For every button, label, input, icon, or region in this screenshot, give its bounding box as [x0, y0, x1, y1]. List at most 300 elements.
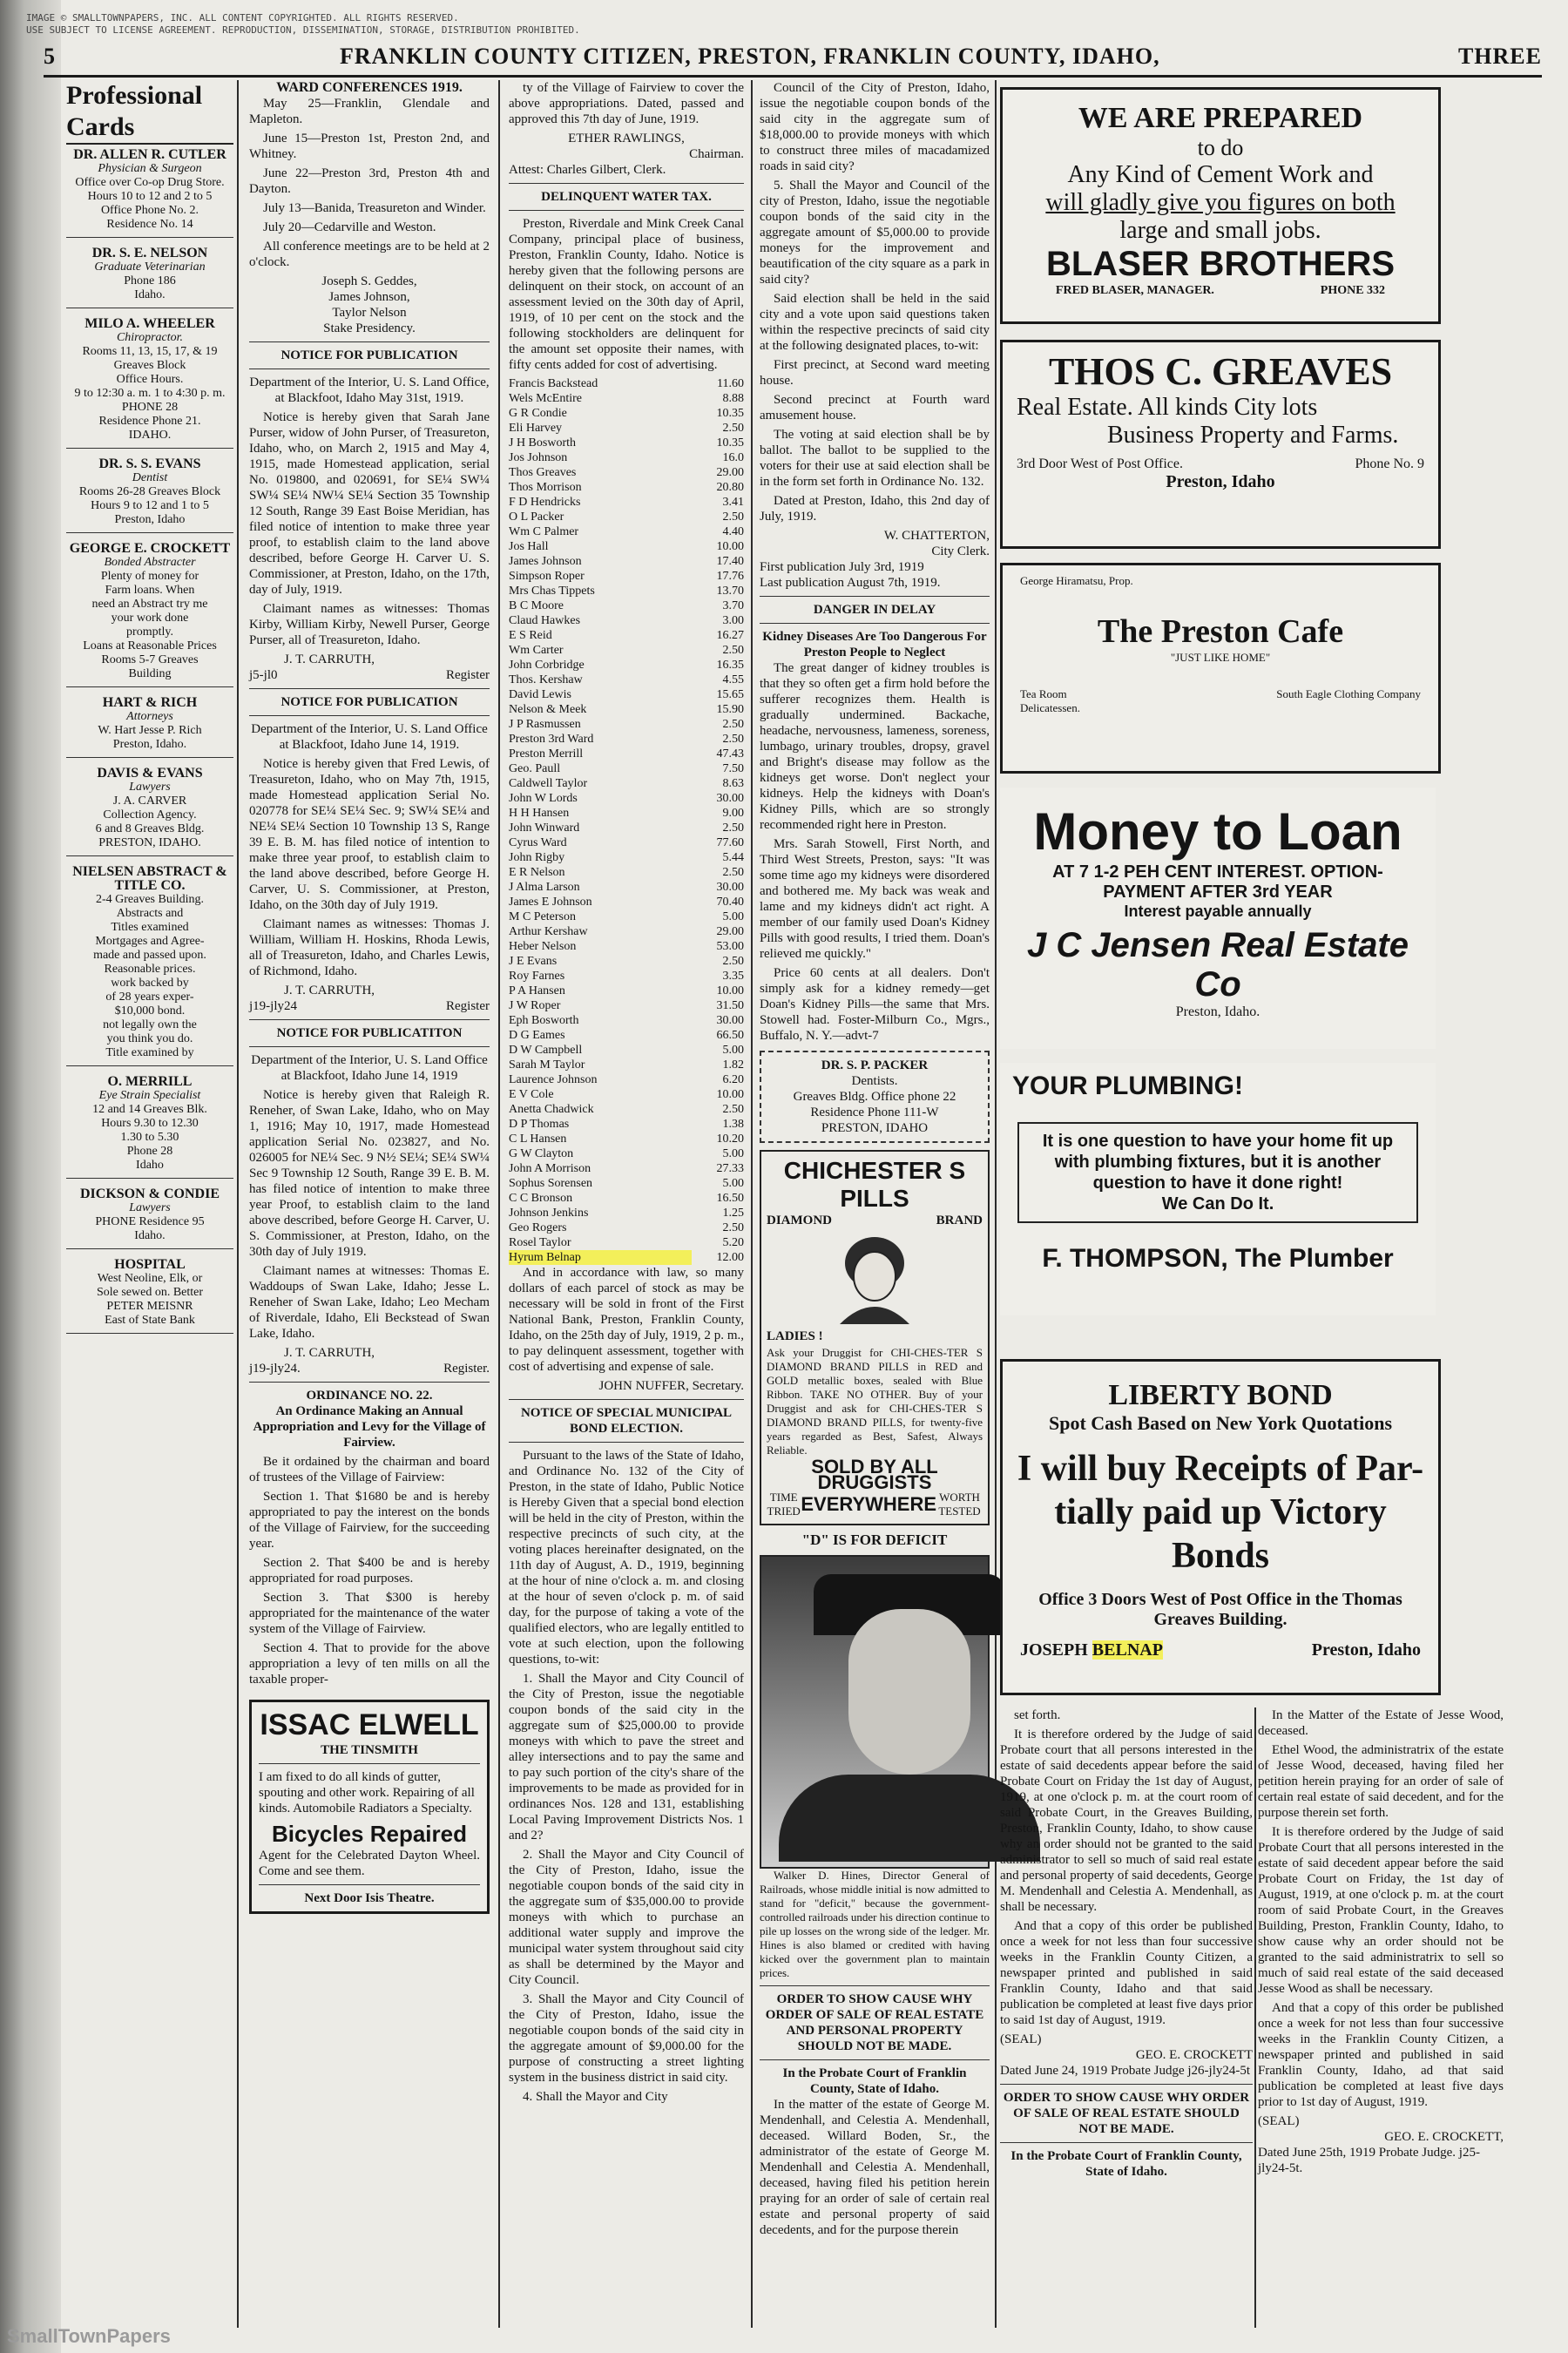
ward-signatures: [249, 274, 490, 336]
chichester-body: Ask your Druggist for CHI-CHES-TER S DIAMOND BRAND PILLS in RED and GOLD metallic boxes, sealed with Blue Ribbon. TAKE NO OTHER. Buy of your Druggist and ask for CHI-CHES-TER S DIAMOND BRAND PILLS, for twenty-five years regarded as Best, Safest, Always Reliable.: [767, 1346, 983, 1457]
ward-signature: Taylor Nelson: [332, 306, 407, 320]
danger-body-paragraph: Price 60 cents at all dealers. Don't simply ask for a kidney remedy—get Doan's Kidney Pills—the same that Mrs. Stowell had. Foster-Milburn Co., Mgrs., Buffalo, N. Y.—advt-7: [760, 966, 990, 1043]
card-line: Plenty of money for: [100, 570, 199, 583]
greaves-line-2: Business Property and Farms.: [1107, 422, 1399, 449]
column-rule: [237, 80, 239, 2328]
ledger-amount: 30.00: [716, 1014, 744, 1027]
liberty-office-2: Greaves Building.: [1153, 1610, 1288, 1629]
ledger-amount: 17.40: [716, 555, 744, 568]
ledger-name: G W Clayton: [509, 1147, 574, 1160]
notice-1-date-code: j5-jl0: [249, 668, 278, 682]
liberty-name-last: BELNAP: [1092, 1640, 1163, 1660]
ledger-row: [509, 939, 744, 954]
ledger-name: Caldwell Taylor: [509, 777, 588, 790]
ord-body-paragraph: Section 3. That $300 is hereby appropriated for the maintenance of the water system of the Village of Fairview.: [249, 1591, 490, 1636]
card-line: Sole sewed on. Better: [96, 1286, 204, 1299]
chichester-everywhere: EVERYWHERE: [801, 1493, 937, 1515]
order-to-show-cause-title: ORDER TO SHOW CAUSE WHY ORDER OF SALE OF REAL ESTATE AND PERSONAL PROPERTY SHOULD NOT BE MADE.: [765, 1992, 984, 2053]
ledger-amount: 13.70: [716, 585, 744, 598]
ledger-amount: 10.20: [716, 1133, 744, 1146]
ledger-amount: 6.20: [722, 1073, 744, 1086]
water-tax-title: DELINQUENT WATER TAX.: [541, 190, 712, 204]
ward-conferences-title: WARD CONFERENCES 1919.: [276, 80, 463, 95]
card-subtitle: Eye Strain Specialist: [98, 1089, 201, 1102]
card-name: NIELSEN ABSTRACT & TITLE CO.: [72, 864, 227, 893]
ledger-row: [509, 984, 744, 998]
ledger-row: [509, 643, 744, 658]
blaser-phone: PHONE 332: [1320, 284, 1386, 297]
chichester-ad: [760, 1150, 990, 1525]
ward-signature: Joseph S. Geddes,: [321, 274, 417, 288]
deficit-caption: Walker D. Hines, Director General of Railroads, whose middle initial is now admitted to stand for "deficit," because the government-controlled railroads under his direction continue to pile up losses on the wrong side of the ledger. Mr. Hines is also blamed or credited with having kicked over the government plan to maintain prices.: [760, 1869, 990, 1979]
ord-body-paragraph: Section 2. That $400 be and is hereby appropriated for road purposes.: [249, 1556, 490, 1586]
ledger-amount: 2.50: [722, 822, 744, 835]
ledger-name: Johnson Jenkins: [509, 1207, 589, 1220]
probate-dated: Dated June 24, 1919 Probate Judge j26-jly24-5t: [1000, 2064, 1251, 2078]
c4-top-paragraph: The voting at said election shall be by ballot. The ballot to be supplied to the voters for their use at said election shall be in the form set forth in Ordinance No. 132.: [760, 428, 990, 489]
column-rule: [1254, 1707, 1256, 2328]
card-name: DR. ALLEN R. CUTLER: [73, 147, 226, 162]
ledger-row: [509, 732, 744, 747]
card-line: Preston, Idaho.: [112, 738, 187, 751]
packer-line: DR. S. P. PACKER: [821, 1058, 929, 1072]
card-name: O. MERRILL: [107, 1074, 193, 1089]
card-line: Loans at Reasonable Prices: [83, 639, 217, 652]
chichester-brand: BRAND: [936, 1214, 983, 1227]
professional-card: [66, 457, 233, 533]
card-line: IDAHO.: [128, 429, 172, 442]
cafe-tea-room: Tea Room: [1020, 687, 1067, 700]
c4-top-paragraph: 5. Shall the Mayor and Council of the city of Preston, Idaho, issue the negotiable coupon bonds of the said city in the aggregate amount of $5,000.00 to provide moneys for the improvement and beautification of the city square as a park in said city?: [760, 179, 990, 287]
copyright-watermark: [26, 12, 580, 37]
ledger-name: Wm C Palmer: [509, 525, 579, 538]
ledger-amount: 8.88: [722, 392, 744, 405]
blaser-to-do: to do: [1197, 135, 1244, 160]
ledger-name: M C Peterson: [509, 910, 576, 923]
card-line: 1.30 to 5.30: [120, 1131, 179, 1144]
ledger-row: [509, 465, 744, 480]
ledger-amount: 5.00: [722, 1177, 744, 1190]
ledger-row: [509, 673, 744, 687]
card-line: Rooms 11, 13, 15, 17, & 19: [82, 345, 218, 358]
ordinance-continued: ty of the Village of Fairview to cover the above appropriations. Dated, passed and approved this 7th day of June, 1919.: [509, 81, 744, 126]
ledger-row: [509, 880, 744, 895]
cafe-name: The Preston Cafe: [1097, 613, 1344, 650]
ledger-amount: 5.00: [722, 1147, 744, 1160]
c6-body-paragraph: In the Matter of the Estate of Jesse Wood, deceased.: [1258, 1708, 1504, 1738]
card-line: Rooms 26-28 Greaves Block: [78, 485, 221, 498]
ledger-name: Simpson Roper: [509, 570, 585, 583]
ledger-row: [509, 687, 744, 702]
ledger-row: [509, 895, 744, 909]
notices-column-3: [509, 80, 744, 2108]
ledger-name: Nelson & Meek: [509, 703, 587, 716]
ledger-row: [509, 406, 744, 421]
plumbing-ad: [1000, 1063, 1436, 1315]
professional-card: [66, 767, 233, 856]
notice-1-signature: J. T. CARRUTH,: [284, 652, 375, 666]
card-line: Idaho.: [134, 288, 166, 301]
water-tax-secretary: JOHN NUFFER, Secretary.: [598, 1379, 744, 1393]
ledger-row: [509, 806, 744, 821]
jensen-city: Preston, Idaho.: [1175, 1004, 1260, 1019]
card-subtitle: Physician & Surgeon: [98, 162, 202, 175]
ledger-amount: 70.40: [716, 896, 744, 909]
page-number-left: 5: [44, 44, 56, 69]
deficit-title: "D" IS FOR DEFICIT: [801, 1531, 948, 1548]
danger-body-paragraph: The great danger of kidney troubles is that they so often get a firm hold before the sufferer recognizes them. Health is gradually undermined. Backache, headache, nervousness, lameness, soreness, lumbago, urinary troubles, dropsy, gravel and Bright's disease may follow as the kidneys get worse. Don't neglect your kidneys. Help the kidneys with Doan's Kidney Pills, which are so strongly recommended right here in Preston.: [760, 661, 990, 832]
chichester-ladies: LADIES !: [767, 1329, 823, 1343]
card-line: Residence No. 14: [106, 218, 193, 231]
notice-2-title: NOTICE FOR PUBLICATION: [280, 695, 458, 709]
ledger-row: [509, 998, 744, 1013]
watermark-line-2: USE SUBJECT TO LICENSE AGREEMENT. REPRODUCTION, DISSEMINATION, STORAGE, DISTRIBUTION PROHIBITED.: [26, 24, 580, 36]
ledger-row: [509, 421, 744, 436]
card-name: DR. S. E. NELSON: [91, 246, 208, 260]
ledger-row: [509, 1043, 744, 1058]
card-line: Title examined by: [105, 1046, 194, 1059]
jensen-title: Money to Loan: [1033, 802, 1402, 861]
ord-body-paragraph: Be it ordained by the chairman and board of trustees of the Village of Fairview:: [249, 1455, 490, 1484]
ledger-row: [509, 1206, 744, 1220]
ledger-amount: 2.50: [722, 1221, 744, 1234]
blaser-line-4: will gladly give you figures on both: [1045, 189, 1396, 216]
ledger-amount: 3.35: [722, 970, 744, 983]
ledger-amount: 10.00: [716, 984, 744, 997]
notice-2-witnesses: Claimant names as witnesses: Thomas J. William, William H. Hoskins, Rhoda Lewis, all of Treasureton, Idaho, and Charles Lewis, of Richmond, Idaho.: [249, 917, 490, 978]
ledger-amount: 3.70: [722, 599, 744, 612]
ledger-amount: 31.50: [716, 999, 744, 1012]
notice-2-date-code: j19-jly24: [249, 999, 297, 1013]
ordinance-title: ORDINANCE NO. 22.: [306, 1389, 433, 1403]
card-line: 6 and 8 Greaves Bldg.: [95, 822, 205, 835]
ledger-row: [509, 613, 744, 628]
water-tax-body: Preston, Riverdale and Mink Creek Canal Company, principal place of business, Preston, Franklin County, Idaho. Notice is hereby given that the following persons are delinquent on their stock, on account of an assessment levied on the 30th day of April, 1919, of 10 per cent on the stock and the following stockholders are delinquent for the amount set opposite their names, with fifty cents added for cost of advertising.: [509, 217, 744, 372]
ledger-name: Cyrus Ward: [509, 836, 567, 849]
professional-cards-list: [66, 148, 233, 1334]
ward-lines-paragraph: July 13—Banida, Treasureton and Winder.: [263, 201, 486, 215]
ledger-row: [509, 1117, 744, 1132]
ordinance-chairman: ETHER RAWLINGS,: [568, 132, 685, 145]
plumbing-body-1: It is one question to have your home fit up: [1042, 1132, 1394, 1151]
professional-card: [66, 542, 233, 687]
ord-body-paragraph: Section 1. That $1680 be and is hereby appropriated to pay the interest on the bonds of the Village of Fairview, for the succeeding year.: [249, 1490, 490, 1551]
card-line: Greaves Block: [113, 359, 186, 372]
hines-photo: [760, 1555, 990, 1869]
greaves-phone: Phone No. 9: [1355, 456, 1424, 471]
professional-card: [66, 317, 233, 449]
ledger-amount: 15.90: [716, 703, 744, 716]
ledger-amount: 30.00: [716, 792, 744, 805]
ledger-amount: 1.25: [722, 1207, 744, 1220]
ledger-amount: 2.50: [722, 510, 744, 524]
ledger-name: Sophus Sorensen: [509, 1177, 593, 1190]
ledger-name: Roy Farnes: [509, 970, 565, 983]
elwell-subtitle: THE TINSMITH: [321, 1743, 418, 1757]
danger-subtitle: Kidney Diseases Are Too Dangerous For Preston People to Neglect: [762, 630, 987, 659]
notices-column-4: [760, 80, 990, 2241]
lady-portrait-icon: [822, 1228, 927, 1324]
notice-3-date-code: j19-jly24.: [249, 1362, 301, 1376]
probate-seal: (SEAL): [1000, 2032, 1042, 2046]
ledger-row: [509, 1087, 744, 1102]
card-line: PHONE Residence 95: [95, 1215, 205, 1228]
ledger-amount: 2.50: [722, 733, 744, 746]
liberty-bond-ad: [1000, 1359, 1441, 1695]
ledger-amount: 2.50: [722, 866, 744, 879]
c5-body-paragraph: And that a copy of this order be published once a week for not less than four successive weeks in the Franklin County Citizen, a newspaper printed and published in said Franklin County, Idaho and that said publication be completed at least five days prior to said 1st day of August, 1919.: [1000, 1919, 1253, 2027]
notice-3-body: Notice is hereby given that Raleigh R. Reneher, of Swan Lake, Idaho, who on May 1, 1916; May 10, 1917, made Homestead application Serial No. 023827, and No. 026005 for NE¼ Sec. 9 N½ SE¼; SE¼ SW¼ Sec 9 Township 12 South, Range 39 E. B. M. has filed notice of intention to make three year Proof, to establish claim to the land above described, before George H. Carver, U. S. Commissioner, at Preston, Idaho, on the 30th day of July 1919.: [249, 1088, 490, 1259]
card-name: MILO A. WHEELER: [84, 316, 215, 331]
ledger-row: [509, 539, 744, 554]
ledger-name: E R Nelson: [509, 866, 565, 879]
card-line: Farm loans. When: [105, 584, 195, 597]
ledger-amount: 8.63: [722, 777, 744, 790]
ledger-row: [509, 969, 744, 984]
probate-column-6: [1258, 1707, 1504, 2176]
ledger-name: F D Hendricks: [509, 496, 581, 509]
order-body: In the matter of the estate of George M. Mendenhall, and Celestia A. Mendenhall, deceased. Willard Boden, Sr., the administrator of the estate of George M. Mendenhall and Celestia A. Mendenhall, deceased, having filed his petition herein praying for an order of sale of certain real estate and personal property of said decedents, and for the purpose therein: [760, 2098, 990, 2237]
liberty-subtitle: Spot Cash Based on New York Quotations: [1048, 1412, 1393, 1434]
blaser-line-5: large and small jobs.: [1119, 217, 1321, 244]
card-line: Residence Phone 21.: [98, 415, 201, 428]
card-subtitle: Bonded Abstracter: [104, 556, 196, 569]
packer-line: Dentists.: [851, 1074, 898, 1088]
greaves-line-1: Real Estate. All kinds City lots: [1017, 394, 1318, 421]
card-line: Rooms 5-7 Greaves: [101, 653, 199, 666]
notice-1-register: Register: [446, 668, 490, 682]
water-tax-tail: And in accordance with law, so many dollars of each parcel of stock as may be necessary will be sold in front of the First National Bank, Preston, Franklin County, Idaho, on the 25th day of July, 1919, 2 p. m., to pay delinquent assessment, together with cost of advertising and expense of sale.: [509, 1266, 744, 1374]
bond-body-paragraph: 4. Shall the Mayor and City: [523, 2090, 668, 2104]
ledger-row: [509, 850, 744, 865]
plumbing-body-3: question to have it done right!: [1092, 1173, 1343, 1193]
elwell-agent: Agent for the Celebrated Dayton Wheel. Come and see them.: [259, 1849, 480, 1878]
jensen-loan-ad: [1000, 788, 1436, 1049]
liberty-office-1: Office 3 Doors West of Post Office in the Thomas: [1038, 1590, 1402, 1609]
card-line: Phone 186: [124, 274, 176, 287]
ledger-amount: 5.20: [722, 1236, 744, 1249]
probate-2-judge-signature: GEO. E. CROCKETT,: [1384, 2130, 1504, 2144]
ward-signature: Stake Presidency.: [323, 321, 416, 335]
notice-3-witnesses: Claimant names at witnesses: Thomas E. Waddoups of Swan Lake, Idaho; Jesse L. Reneher of Swan Lake, Idaho; Leo Mecham of Riverdale, Idaho, Eli Beckstead of Swan Lake, Idaho.: [249, 1264, 490, 1341]
ledger-row: [509, 1028, 744, 1043]
ledger-name: Geo Rogers: [509, 1221, 567, 1234]
order-2-court: In the Probate Court of Franklin County, State of Idaho.: [1010, 2149, 1242, 2179]
greaves-city: Preston, Idaho: [1166, 472, 1275, 491]
ledger-row: [509, 628, 744, 643]
card-line: Hours 9.30 to 12.30: [101, 1117, 199, 1130]
chichester-title: CHICHESTER S PILLS: [783, 1157, 966, 1212]
card-line: Mortgages and Agree-: [95, 935, 205, 948]
liberty-city: Preston, Idaho: [1311, 1640, 1421, 1660]
ledger-row: [509, 909, 744, 924]
elwell-name: ISSAC ELWELL: [260, 1708, 479, 1741]
card-line: PRESTON, IDAHO.: [98, 836, 201, 849]
notice-1-body: Notice is hereby given that Sarah Jane Purser, widow of John Purser, of Treasureton, Idaho, who, on March 2, 1915 and May 4, 1915, made Homestead application, serial No. 019800, and 020691, for SE¼ SW¼ SW¼ SE¼ NW¼ SE¼ Section 35 Township 12 South, Range 39 East Boise Meridian, has filed notice of intention to make three year proof, to establish claim to the land above described, before George H. Carver U. S. Commissioner, at Preston, Idaho, on the 17th, day of July, 1919.: [249, 410, 490, 597]
ward-lines-paragraph: May 25—Franklin, Glendale and Mapleton.: [249, 97, 490, 126]
ledger-name: Jos Johnson: [509, 451, 568, 464]
ledger-name: John A Morrison: [509, 1162, 591, 1175]
ledger-name: John Winward: [509, 822, 580, 835]
greaves-ad: [1000, 340, 1441, 549]
danger-in-delay-title: DANGER IN DELAY: [813, 603, 936, 617]
card-subtitle: Lawyers: [129, 781, 171, 794]
footer-watermark: SmallTownPapers: [7, 2325, 171, 2347]
card-subtitle: Lawyers: [129, 1201, 171, 1214]
ledger-row: [509, 569, 744, 584]
blaser-headline: WE ARE PREPARED: [1078, 102, 1363, 134]
ledger-name: Rosel Taylor: [509, 1236, 571, 1249]
ledger-amount: 20.80: [716, 481, 744, 494]
liberty-title: LIBERTY BOND: [1108, 1379, 1333, 1411]
ledger-amount: 47.43: [716, 747, 744, 761]
ledger-row: [509, 376, 744, 391]
c6-body-paragraph: And that a copy of this order be published once a week for not less than four successive weeks in the Franklin County Citizen, a newspaper printed and published in said Franklin County, Idaho, ad that said publication be completed at least five days prior to 1st day of August, 1919.: [1258, 2001, 1504, 2109]
ledger-amount: 29.00: [716, 925, 744, 938]
card-line: Hours 10 to 12 and 2 to 5: [87, 190, 213, 203]
ordinance-attest: Attest: Charles Gilbert, Clerk.: [509, 163, 666, 177]
ledger-name: Anetta Chadwick: [509, 1103, 594, 1116]
ledger-name: J P Rasmussen: [509, 718, 581, 731]
ledger-row: [509, 1191, 744, 1206]
ledger-row: [509, 450, 744, 465]
c6-body-paragraph: It is therefore ordered by the Judge of said Probate Court that all persons interested in the estate of said decedent appear before the said Probate Court on Friday, the 1st day of August, 1919, at one o'clock p. m. at the court room of said Probate Court, in the Greaves Building, Preston, Franklin County, Idaho, to show cause why an order should not be granted to the said administratrix to sell so much of said real estate of the said deceased Jesse Wood as shall be necessary.: [1258, 1825, 1504, 1996]
ledger-row: [509, 598, 744, 613]
ledger-row: [509, 924, 744, 939]
ledger-name: David Lewis: [509, 688, 571, 701]
ordinance-body: [249, 1454, 490, 1687]
danger-body: [760, 660, 990, 1044]
greaves-name: THOS C. GREAVES: [1048, 350, 1393, 393]
page-binding-shadow: [0, 0, 61, 2353]
column-rule: [751, 80, 753, 2328]
notice-3-heading: Department of the Interior, U. S. Land Office at Blackfoot, Idaho June 14, 1919: [251, 1053, 488, 1083]
cafe-proprietor: George Hiramatsu, Prop.: [1020, 574, 1133, 587]
ledger-name: G R Condie: [509, 407, 567, 420]
card-subtitle: Chiropractor.: [116, 331, 184, 344]
elwell-body: I am fixed to do all kinds of gutter, spouting and other work. Repairing of all kinds. Automobile Radiators a Specialty.: [259, 1770, 475, 1815]
packer-line: Greaves Bldg. Office phone 22: [793, 1090, 956, 1104]
bond-body-paragraph: 3. Shall the Mayor and City Council of the City of Preston, Idaho, issue the negotiable coupon bonds of the said city in the aggregate amount of $9,000.00 for the purpose of constructing a street lighting system in the business district in said city.: [509, 1992, 744, 2085]
c4-top-paragraph: Second precinct at Fourth ward amusement house.: [760, 393, 990, 423]
column-rule: [498, 80, 500, 2328]
card-line: made and passed upon.: [93, 949, 206, 962]
card-subtitle: Graduate Veterinarian: [94, 260, 206, 274]
ledger-name: H H Hansen: [509, 807, 570, 820]
ledger-name: Jos Hall: [509, 540, 549, 553]
ledger-row: [509, 658, 744, 673]
watermark-line-1: IMAGE © SMALLTOWNPAPERS, INC. ALL CONTENT COPYRIGHTED. ALL RIGHTS RESERVED.: [26, 12, 459, 24]
ledger-row: [509, 1146, 744, 1161]
chichester-diamond: DIAMOND: [767, 1214, 832, 1227]
newspaper-masthead: [44, 40, 1542, 78]
notice-1-heading: Department of the Interior, U. S. Land Office, at Blackfoot, Idaho May 31st, 1919.: [249, 375, 490, 405]
notice-2-signature: J. T. CARRUTH,: [284, 984, 375, 997]
ledger-name: Wels McEntire: [509, 392, 583, 405]
card-line: of 28 years exper-: [105, 991, 194, 1004]
card-line: East of State Bank: [105, 1314, 195, 1327]
jensen-name: J C Jensen Real Estate Co: [1027, 926, 1409, 1004]
ledger-amount: 2.50: [722, 955, 744, 968]
ledger-row: [509, 1235, 744, 1250]
cafe-slogan: "JUST LIKE HOME": [1170, 651, 1271, 664]
greaves-location: 3rd Door West of Post Office.: [1017, 456, 1183, 471]
ledger-amount: 15.65: [716, 688, 744, 701]
notice-3-signature: J. T. CARRUTH,: [284, 1346, 375, 1360]
ledger-amount: 66.50: [716, 1029, 744, 1042]
ledger-amount: 1.38: [722, 1118, 744, 1131]
c5-body-paragraph: set forth.: [1014, 1708, 1061, 1722]
ward-lines-paragraph: June 15—Preston 1st, Preston 2nd, and Whitney.: [249, 132, 490, 161]
professional-card: [66, 148, 233, 238]
ward-lines-paragraph: July 20—Cedarville and Weston.: [263, 220, 436, 234]
ledger-name: Sarah M Taylor: [509, 1058, 585, 1072]
ledger-row: [509, 495, 744, 510]
card-name: HART & RICH: [102, 695, 198, 710]
ward-lines-paragraph: June 22—Preston 3rd, Preston 4th and Dayton.: [249, 166, 490, 196]
card-line: Hours 9 to 12 and 1 to 5: [91, 499, 209, 512]
card-line: 9 to 12:30 a. m. 1 to 4:30 p. m.: [74, 387, 226, 400]
plumbing-body-2: with plumbing fixtures, but it is another: [1054, 1153, 1382, 1172]
card-line: PHONE 28: [121, 401, 179, 414]
ordinance-subtitle: An Ordinance Making an Annual Appropriation and Levy for the Village of Fairview.: [253, 1404, 486, 1450]
ledger-amount: 12.00: [716, 1251, 744, 1264]
blaser-manager: FRED BLASER, MANAGER.: [1055, 284, 1214, 297]
ledger-name: C L Hansen: [509, 1133, 567, 1146]
card-name: DAVIS & EVANS: [97, 766, 203, 781]
notice-2-body: Notice is hereby given that Fred Lewis, of Treasureton, Idaho, who on May 7th, 1915, made Homestead application Serial No. 020778 for SE¼ SE¼ Sec. 9; SW¼ SE¼ and NE¼ SE¼ Section 10 Township 13 S, Range 39 E. B. M. has filed notice of intention to make three year proof, to establish claim to the land above described, before George H. Carver, U. S. Commissioner, at Preston, Idaho, on the 30th day of July 1919.: [249, 757, 490, 912]
notice-1-witnesses: Claimant names as witnesses: Thomas Kirby, William Kirby, Newell Purser, George Purser, all of Treasureton, Idaho.: [249, 602, 490, 647]
delinquent-ledger: [509, 376, 744, 1265]
c4-top-paragraph: Council of the City of Preston, Idaho, issue the negotiable coupon bonds of the said city in the aggregate sum of $18,000.00 to provide moneys with which to construct three miles of macadamized roads in said city?: [760, 81, 990, 173]
ledger-name: B C Moore: [509, 599, 564, 612]
liberty-name-first: JOSEPH: [1020, 1640, 1088, 1660]
ledger-row: [509, 791, 744, 806]
ledger-amount: 5.00: [722, 910, 744, 923]
ledger-name: Thos Morrison: [509, 481, 582, 494]
ledger-name: D G Eames: [509, 1029, 565, 1042]
ledger-row: [509, 510, 744, 524]
masthead-title: FRANKLIN COUNTY CITIZEN, PRESTON, FRANKLIN COUNTY, IDAHO,: [340, 44, 1160, 69]
bond-body-paragraph: Pursuant to the laws of the State of Idaho, and Ordinance No. 132 of the City of Preston, in the state of Idaho, Public Notice is Hereby Given that a special bond election will be held in the city of Preston, within the respective precincts of such city, at the voting places hereinafter designated, on the 11th day of August, A. D., 1919, beginning at the hour of nine o'clock a. m. and closing at the hour of seven o'clock p. m. of said day, for the purpose of taking a vote of the qualified electors, who are legally entitled to vote at such election, upon the following questions, to-wit:: [509, 1449, 744, 1667]
ledger-name: Geo. Paull: [509, 762, 561, 775]
card-line: J. A. CARVER: [112, 794, 187, 808]
ledger-amount: 10.35: [716, 407, 744, 420]
ledger-name: Francis Backstead: [509, 377, 598, 390]
elwell-ad: [249, 1700, 490, 1914]
card-line: Reasonable prices.: [104, 963, 196, 976]
ledger-name: John Corbridge: [509, 659, 585, 672]
ledger-row: [509, 1013, 744, 1028]
ledger-name: John Rigby: [509, 851, 565, 864]
jensen-payment: PAYMENT AFTER 3rd YEAR: [1103, 882, 1333, 902]
card-line: Abstracts and: [116, 907, 184, 920]
professional-card: [66, 247, 233, 308]
ledger-name: Hyrum Belnap: [509, 1250, 692, 1265]
blaser-line-3: Any Kind of Cement Work and: [1067, 161, 1374, 188]
ledger-name: Thos. Kershaw: [509, 673, 583, 686]
ledger-amount: 2.50: [722, 644, 744, 657]
card-name: DR. S. S. EVANS: [98, 456, 201, 471]
order-2-title: ORDER TO SHOW CAUSE WHY ORDER OF SALE OF REAL ESTATE SHOULD NOT BE MADE.: [1003, 2091, 1250, 2136]
ledger-amount: 3.41: [722, 496, 744, 509]
ledger-name: James E Johnson: [509, 896, 592, 909]
ledger-row: [509, 524, 744, 539]
ledger-name: J W Roper: [509, 999, 561, 1012]
jensen-rate: AT 7 1-2 PEH CENT INTEREST. OPTION-: [1052, 862, 1383, 882]
ledger-row: [509, 821, 744, 835]
liberty-headline-1: I will buy Receipts of Par-: [1017, 1449, 1424, 1489]
